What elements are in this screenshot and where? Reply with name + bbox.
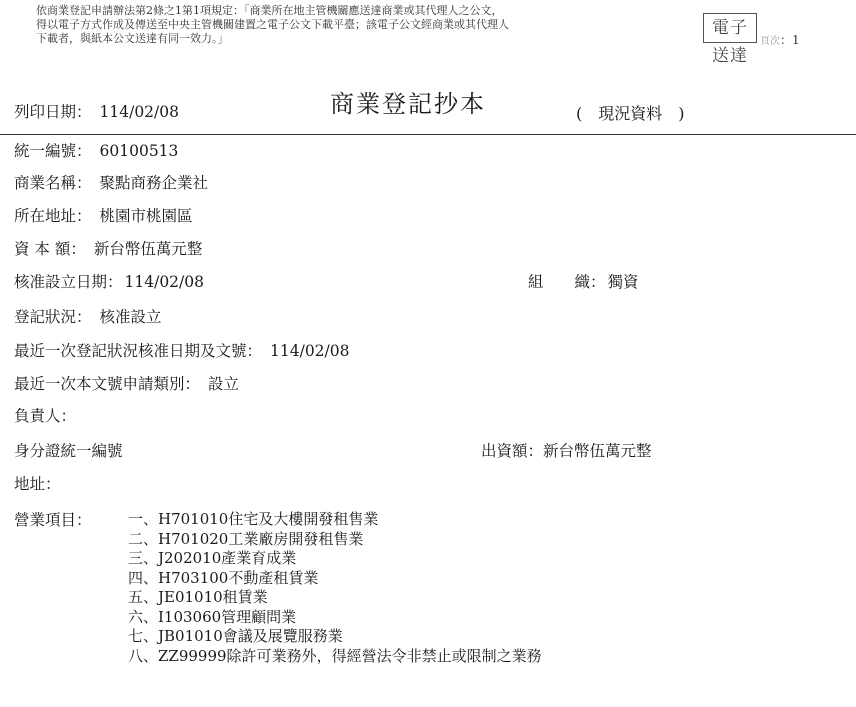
- address-row: [14, 206, 193, 226]
- business-items-list: [128, 510, 542, 666]
- investment-row: [481, 441, 652, 461]
- approval-date-value: 114/02/08: [124, 273, 204, 291]
- latest-type-label: 最近一次本文號申請類別：: [14, 375, 201, 393]
- business-item: 四、H703100不動產租賃業: [128, 568, 319, 587]
- electronic-delivery-notice: [36, 4, 706, 46]
- capital-row: [14, 239, 202, 259]
- unified-number-label: 統一編號：: [14, 142, 92, 160]
- latest-status-label: 最近一次登記狀況核准日期及文號：: [14, 342, 263, 360]
- notice-line-1: 依商業登記申請辦法第2條之1第1項規定：「商業所在地主管機關應送達商業或其代理人之公文，: [36, 4, 503, 17]
- page-number-label: 頁次: [760, 36, 780, 47]
- latest-type-value: 設立: [208, 375, 240, 393]
- latest-type-row: [14, 374, 239, 394]
- page-number-separator: ：: [780, 33, 793, 47]
- organization-row: [528, 272, 639, 292]
- status-open-paren: (: [576, 104, 583, 123]
- business-item: 七、JB01010會議及展覽服務業: [128, 627, 343, 645]
- address-label: 所在地址：: [14, 207, 92, 225]
- capital-label: 資 本 額：: [14, 240, 86, 258]
- organization-label: 組 織：: [528, 273, 606, 291]
- business-name-row: [14, 173, 208, 193]
- registration-status-label: 登記狀況：: [14, 308, 92, 326]
- id-number-label: 身分證統一編號: [14, 442, 123, 460]
- business-name-value: 聚點商務企業社: [99, 174, 209, 192]
- investment-value: 新台幣伍萬元整: [543, 442, 652, 460]
- business-name-label: 商業名稱：: [14, 174, 92, 192]
- capital-value: 新台幣伍萬元整: [93, 240, 203, 258]
- business-item: 五、JE01010租賃業: [128, 588, 268, 606]
- business-items-label-row: [14, 510, 92, 530]
- investment-label: 出資額：: [481, 442, 544, 460]
- status-note: [576, 101, 685, 124]
- latest-status-date: 114/02/08: [270, 342, 350, 360]
- unified-number-row: [14, 141, 178, 161]
- owner-address-label: 地址：: [14, 475, 61, 493]
- business-item: 二、H701020工業廠房開發租售業: [128, 529, 364, 548]
- owner-address-row: [14, 474, 61, 494]
- page-number-value: 1: [792, 33, 800, 47]
- business-item: 三、J202010產業育成業: [128, 549, 297, 567]
- page-number: [760, 31, 800, 48]
- status-close-paren: ): [678, 104, 685, 123]
- business-item: 一、H701010住宅及大樓開發租售業: [128, 510, 379, 528]
- latest-status-row: [14, 341, 350, 361]
- responsible-person-row: [14, 406, 76, 426]
- header-divider: [0, 134, 856, 135]
- status-text: 現況資料: [598, 104, 663, 123]
- business-items-label: 營業項目：: [14, 511, 92, 529]
- address-value: 桃園市桃園區: [99, 207, 193, 225]
- document-title: 商業登記抄本: [330, 90, 486, 118]
- registration-status-row: [14, 307, 162, 327]
- notice-line-3: 下載者，與紙本公文送達有同一效力。」: [36, 32, 229, 45]
- id-number-row: [14, 441, 123, 461]
- electronic-delivery-stamp: 電子送達: [703, 13, 757, 43]
- print-date-row: [14, 102, 179, 122]
- registration-status-value: 核准設立: [99, 308, 162, 326]
- print-date-value: 114/02/08: [99, 103, 179, 121]
- organization-value: 獨資: [607, 273, 639, 291]
- notice-line-2: 得以電子方式作成及傳送至中央主管機關建置之電子公文下載平臺；該電子公文經商業或其代理人: [36, 18, 509, 31]
- approval-date-label: 核准設立日期：: [14, 273, 123, 291]
- print-date-label: 列印日期：: [14, 103, 92, 121]
- unified-number-value: 60100513: [99, 142, 179, 160]
- responsible-person-label: 負責人：: [14, 407, 77, 425]
- business-item: 六、I103060管理顧問業: [128, 607, 297, 626]
- business-item: 八、ZZ99999除許可業務外，得經營法令非禁止或限制之業務: [128, 646, 542, 665]
- approval-date-row: [14, 272, 204, 292]
